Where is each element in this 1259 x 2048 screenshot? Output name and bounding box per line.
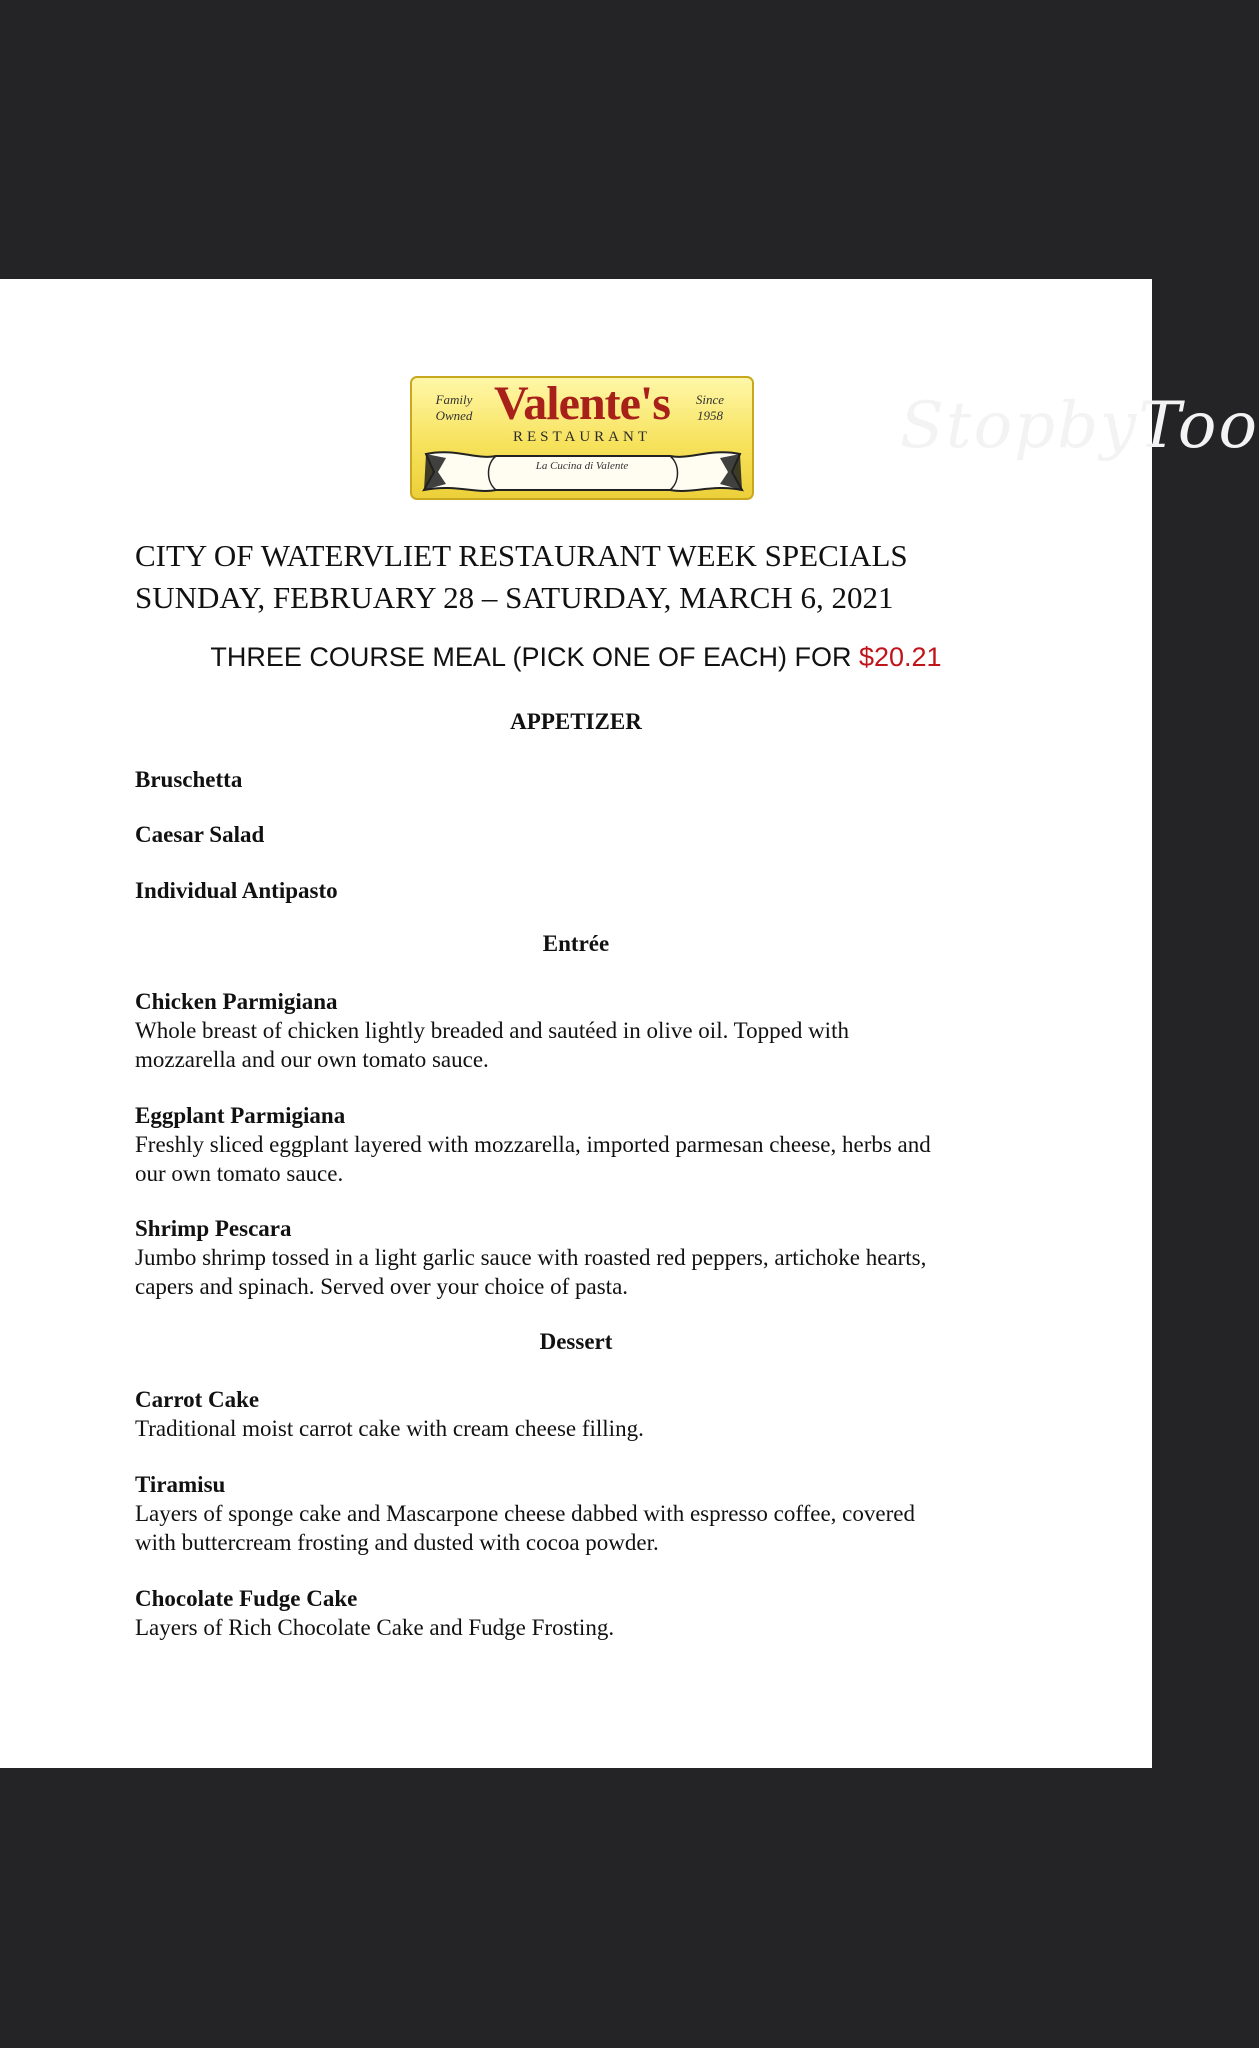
title-line1: CITY OF WATERVLIET RESTAURANT WEEK SPECIALS xyxy=(135,538,908,573)
item-description: mozzarella and our own tomato sauce. xyxy=(135,1047,489,1072)
item-description: capers and spinach. Served over your choice of pasta. xyxy=(135,1274,629,1299)
logo-right-line1: Since xyxy=(695,392,725,407)
menu-item xyxy=(135,1470,1035,1557)
menu-item xyxy=(135,1584,1035,1642)
entree-heading: Entrée xyxy=(542,931,610,956)
appetizer-heading: APPETIZER xyxy=(510,709,642,734)
item-name: Caesar Salad xyxy=(135,822,265,847)
restaurant-logo xyxy=(410,376,754,500)
logo-left-line1: Family xyxy=(435,392,473,407)
logo-tagline: La Cucina di Valente xyxy=(535,460,629,472)
item-name: Individual Antipasto xyxy=(135,878,338,903)
item-name: Carrot Cake xyxy=(135,1387,260,1412)
menu-page xyxy=(0,279,1259,1768)
menu-item xyxy=(135,765,1035,794)
item-name: Shrimp Pescara xyxy=(135,1216,292,1241)
offer-line xyxy=(0,642,1152,673)
dessert-heading: Dessert xyxy=(539,1329,613,1354)
item-description: our own tomato sauce. xyxy=(135,1161,344,1186)
item-description: with buttercream frosting and dusted with cocoa powder. xyxy=(135,1530,659,1555)
logo-subtitle: RESTAURANT xyxy=(513,429,651,445)
offer-text: THREE COURSE MEAL (PICK ONE OF EACH) FOR xyxy=(210,642,859,672)
item-name: Tiramisu xyxy=(135,1472,226,1497)
title-line2: SUNDAY, FEBRUARY 28 – SATURDAY, MARCH 6, 2021 xyxy=(135,580,894,615)
watermark: StopbyToo xyxy=(900,389,1259,463)
item-description: Freshly sliced eggplant layered with mozzarella, imported parmesan cheese, herbs and xyxy=(135,1132,931,1157)
menu-item xyxy=(135,987,1035,1074)
item-name: Chocolate Fudge Cake xyxy=(135,1586,358,1611)
menu-item xyxy=(135,820,1035,849)
page-title xyxy=(135,535,1035,619)
item-name: Bruschetta xyxy=(135,767,243,792)
item-name: Chicken Parmigiana xyxy=(135,989,338,1014)
item-description: Traditional moist carrot cake with cream cheese filling. xyxy=(135,1416,644,1441)
item-description: Layers of sponge cake and Mascarpone cheese dabbed with espresso coffee, covered xyxy=(135,1501,915,1526)
menu-item xyxy=(135,876,1035,905)
offer-price: $20.21 xyxy=(858,642,942,672)
logo-left-line2: Owned xyxy=(435,408,473,423)
item-description: Layers of Rich Chocolate Cake and Fudge Frosting. xyxy=(135,1615,615,1640)
logo-brand: Valente's xyxy=(494,377,670,430)
logo-right-line2: 1958 xyxy=(697,408,723,423)
menu-item xyxy=(135,1385,1035,1443)
logo-since xyxy=(680,392,740,424)
menu-item xyxy=(135,1214,1035,1301)
item-description: Jumbo shrimp tossed in a light garlic sauce with roasted red peppers, artichoke hearts, xyxy=(135,1245,927,1270)
menu-item xyxy=(135,1101,1035,1188)
item-description: Whole breast of chicken lightly breaded and sautéed in olive oil. Topped with xyxy=(135,1018,849,1043)
item-name: Eggplant Parmigiana xyxy=(135,1103,346,1128)
